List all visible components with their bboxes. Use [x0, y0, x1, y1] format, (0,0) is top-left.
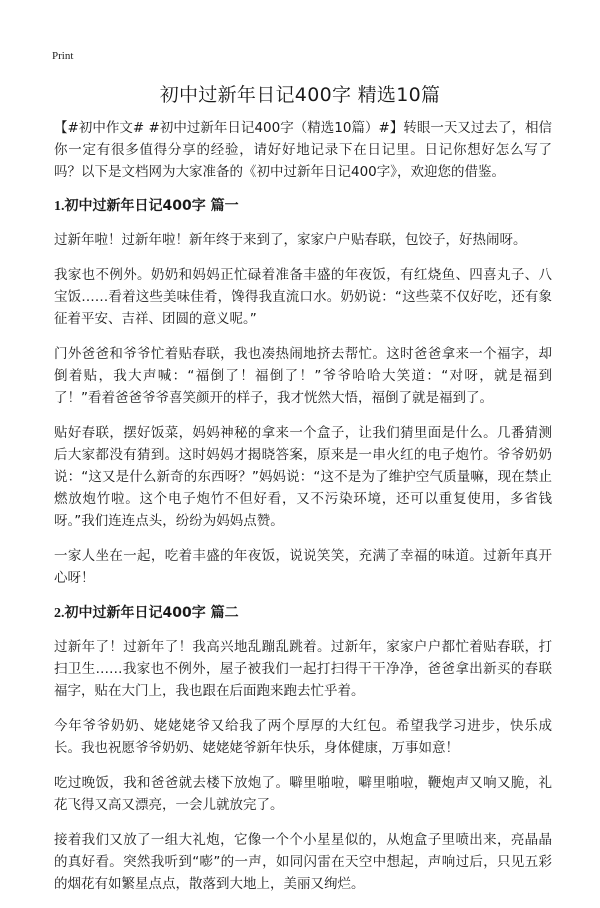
paragraph: 我家也不例外。奶奶和妈妈正忙碌着准备丰盛的年夜饭，有红烧鱼、四喜丸子、八宝饭……看着这些美味佳肴，馋得我直流口水。奶奶说：“这些菜不仅好吃，还有象征着平安、吉祥、团圆的意义呢。”: [54, 267, 552, 327]
paragraph: 吃过晚饭，我和爸爸就去楼下放炮了。噼里啪啦，噼里啪啦，鞭炮声又响又脆，礼花飞得又高又漂亮，一会儿就放完了。: [54, 775, 552, 813]
page-title: 初中过新年日记400字 精选10篇: [159, 84, 441, 106]
paragraph: 门外爸爸和爷爷忙着贴春联，我也凑热闹地挤去帮忙。这时爸爸拿来一个福字，却倒着贴，我大声喊：“福倒了！福倒了！”爷爷哈哈大笑道：“对呀，就是福到了！”看着爸爸爷爷喜笑颜开的样子，我才恍然大悟，福倒了就是福到了。: [54, 346, 552, 406]
section-heading-1: 1.初中过新年日记400字 篇一: [54, 198, 239, 214]
paragraph: 今年爷爷奶奶、姥姥姥爷又给我了两个厚厚的大红包。希望我学习进步，快乐成长。我也祝愿爷爷奶奶、姥姥姥爷新年快乐，身体健康，万事如意！: [54, 718, 552, 756]
article-body: [54, 117, 552, 908]
paragraph: 过新年了！过新年了！我高兴地乱蹦乱跳着。过新年，家家户户都忙着贴春联，打扫卫生……我家也不例外，屋子被我们一起打扫得干干净净，爸爸拿出新买的春联福字，贴在大门上，我也跟在后面跑来跑去忙乎着。: [54, 639, 552, 699]
section-heading-2: 2.初中过新年日记400字 篇二: [54, 605, 239, 621]
paragraph: 贴好春联，摆好饭菜，妈妈神秘的拿来一个盒子，让我们猜里面是什么。几番猜测后大家都没有猜到。这时妈妈才揭晓答案，原来是一串火红的电子炮竹。爷爷奶奶说：“这又是什么新奇的东西呀？”妈妈说：“这不是为了维护空气质量嘛，现在禁止燃放炮竹啦。这个电子炮竹不但好看，又不污染环境，还可以重复使用，多省钱呀。”我们连连点头，纷纷为妈妈点赞。: [54, 425, 552, 529]
paragraph: 过新年啦！过新年啦！新年终于来到了，家家户户贴春联，包饺子，好热闹呀。: [54, 232, 527, 248]
paragraph: 接着我们又放了一组大礼炮，它像一个个小星星似的，从炮盒子里喷出来，亮晶晶的真好看。突然我听到“嘭”的一声，如同闪雷在天空中想起，声响过后，只见五彩的烟花有如繁星点点，散落到大地上，美丽又绚烂。: [54, 832, 552, 892]
intro-paragraph: 【#初中作文# #初中过新年日记400字（精选10篇）#】转眼一天又过去了，相信你一定有很多值得分享的经验，请好好地记录下在日记里。日记你想好怎么写了吗？以下是文档网为大家准备的《初中过新年日记400字》，欢迎您的借鉴。: [54, 120, 552, 180]
print-label[interactable]: Print: [52, 50, 74, 62]
paragraph: 一家人坐在一起，吃着丰盛的年夜饭，说说笑笑，充满了幸福的味道。过新年真开心呀！: [54, 548, 552, 586]
